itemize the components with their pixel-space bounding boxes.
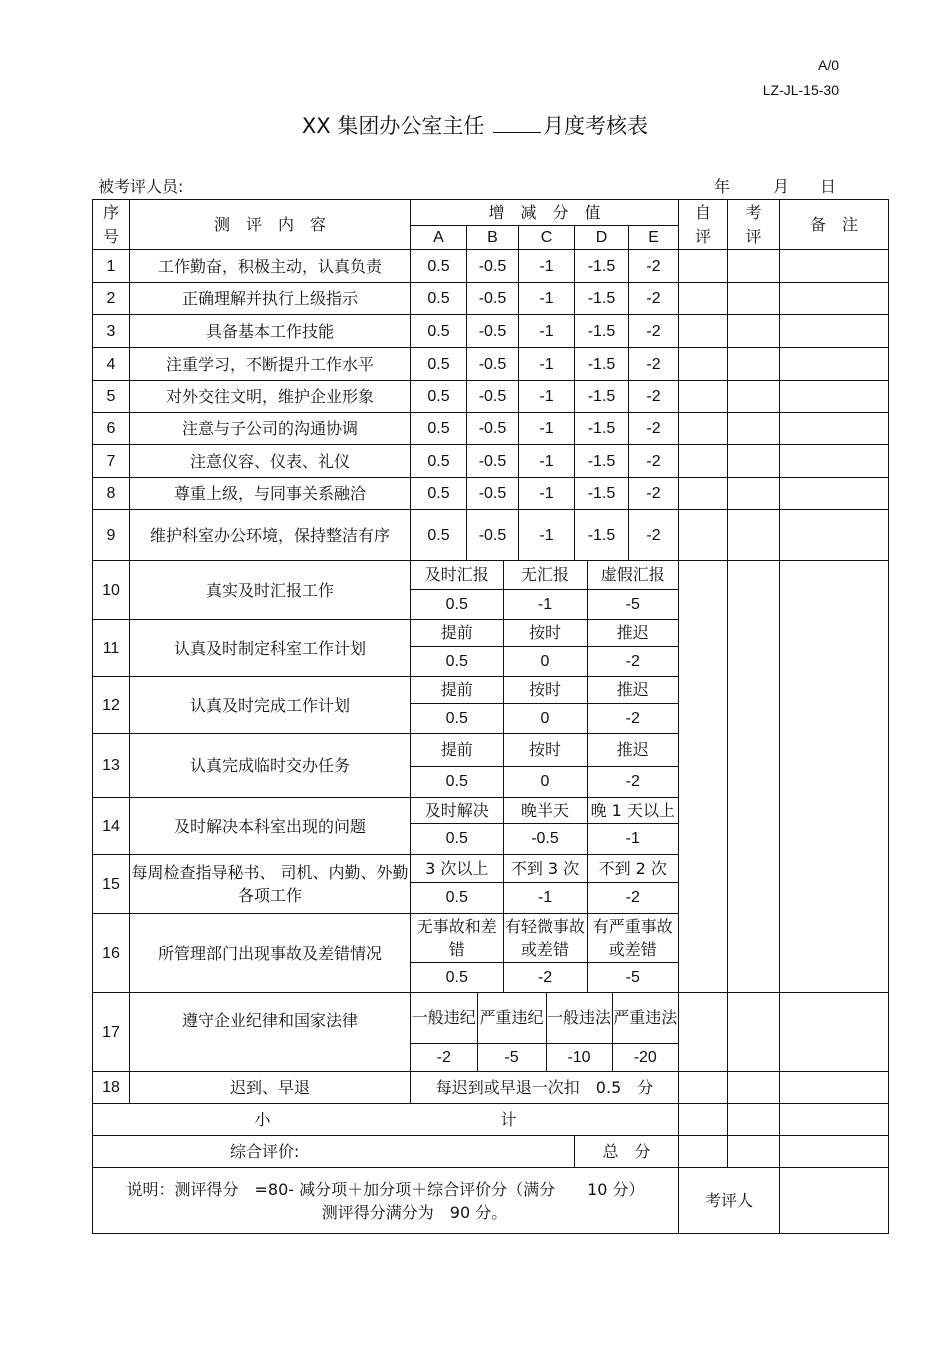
self-eval-cell[interactable] [679,250,728,283]
grade-a-header: A [411,226,467,250]
option-label: 虚假汇报 [587,561,678,589]
option-score: -5 [587,962,678,992]
deduction-rule: 每迟到或早退一次扣 0.5 分 [411,1072,679,1104]
option-score: -2 [587,703,678,733]
option-label: 按时 [503,620,587,646]
remark-header: 备 注 [780,200,889,250]
option-label: 一般违纪 [411,1008,476,1028]
evaluator-eval-cell[interactable] [728,855,780,914]
score-value: -1.5 [575,315,629,348]
row-number: 14 [93,798,130,855]
score-value: 0.5 [411,510,467,561]
table-row [93,348,889,381]
self-eval-cell[interactable] [679,478,728,510]
option-score: 0.5 [411,703,503,733]
option-score: 0.5 [411,589,503,619]
table-row [93,734,889,798]
row-number: 1 [93,250,130,283]
self-eval-cell[interactable] [679,993,728,1072]
remark-cell[interactable] [780,1072,889,1104]
self-eval-cell[interactable] [679,381,728,413]
self-eval-cell[interactable] [679,348,728,381]
evaluator-eval-cell[interactable] [728,1104,780,1136]
option-score: -2 [503,962,587,992]
table-row [93,561,889,620]
score-value: -0.5 [467,381,519,413]
remark-cell[interactable] [780,315,889,348]
option-grid [411,620,678,676]
content-header: 测 评 内 容 [130,200,411,250]
option-score: 0 [503,703,587,733]
remark-cell[interactable] [780,561,889,620]
self-eval-header: 自 评 [679,200,728,250]
remark-cell[interactable] [780,381,889,413]
evaluator-eval-cell[interactable] [728,993,780,1072]
option-grid [411,798,678,854]
option-label: 按时 [503,677,587,703]
table-row [93,478,889,510]
evaluator-eval-header: 考 评 [728,200,780,250]
option-label: 推迟 [587,620,678,646]
self-eval-cell[interactable] [679,413,728,445]
remark-cell[interactable] [780,250,889,283]
remark-cell[interactable] [780,914,889,993]
option-score: -1 [587,823,678,854]
note-text [93,1168,679,1234]
table-row [93,510,889,561]
score-value: -1.5 [575,445,629,478]
score-value: -2 [629,445,679,478]
self-eval-cell[interactable] [679,561,728,620]
evaluator-eval-cell[interactable] [728,677,780,734]
evaluator-eval-cell[interactable] [728,381,780,413]
option-score: -5 [477,1043,546,1071]
score-value: -2 [629,381,679,413]
score-value: -0.5 [467,250,519,283]
row-number: 13 [93,734,130,798]
day-label: 日 [820,177,837,196]
option-cell [411,798,679,855]
row-number: 11 [93,620,130,677]
header-row-1 [93,200,889,226]
overall-eval-label: 综合评价: [93,1136,411,1168]
page-title [0,110,950,140]
year-label: 年 [714,177,731,196]
criterion-text: 尊重上级，与同事关系融洽 [130,478,411,510]
option-cell [411,914,679,993]
table-row [93,855,889,914]
note-line-2: 测评得分满分为 90 分。 [321,1202,508,1222]
score-value: -1 [519,510,575,561]
option-label: 无汇报 [503,561,587,589]
row-number: 17 [93,993,130,1072]
option-score: -20 [612,1043,678,1071]
evaluator-eval-cell[interactable] [728,1072,780,1104]
score-value: -1 [519,348,575,381]
remark-cell[interactable] [780,283,889,315]
remark-cell[interactable] [780,734,889,798]
option-score: 0.5 [411,823,503,854]
score-value: -1 [519,250,575,283]
row-number: 4 [93,348,130,381]
score-value: 0.5 [411,250,467,283]
score-value: -1.5 [575,283,629,315]
option-grid [411,855,678,913]
month-label: 月 [773,177,790,196]
criterion-text: 注重学习，不断提升工作水平 [130,348,411,381]
score-value: 0.5 [411,381,467,413]
remark-cell[interactable] [780,478,889,510]
option-grid [411,561,678,619]
score-value: -1.5 [575,381,629,413]
row-number: 16 [93,914,130,993]
score-value: 0.5 [411,445,467,478]
option-score: -2 [587,882,678,913]
score-value: 0.5 [411,348,467,381]
evaluator-eval-cell[interactable] [728,914,780,993]
evaluator-eval-cell[interactable] [728,315,780,348]
option-label: 严重违法 [612,993,678,1043]
evaluated-person-label: 被考评人员: [98,177,184,196]
remark-cell[interactable] [780,413,889,445]
title-right: 月度考核表 [543,114,649,138]
criterion-text: 对外交往文明，维护企业形象 [130,381,411,413]
self-eval-cell[interactable] [679,1072,728,1104]
option-label: 无事故和差错 [416,916,497,959]
remark-cell[interactable] [780,677,889,734]
self-eval-cell[interactable] [679,283,728,315]
score-value: -2 [629,413,679,445]
table-row [93,677,889,734]
evaluator-eval-cell[interactable] [728,620,780,677]
criterion-text: 每周检查指导秘书、 司机、内勤、外勤各项工作 [130,855,411,914]
criterion-text: 认真及时完成工作计划 [130,677,411,734]
grade-d-header: D [575,226,629,250]
title-blank [493,114,541,133]
grade-c-header: C [519,226,575,250]
remark-cell[interactable] [780,1104,889,1136]
option-label: 及时汇报 [424,565,489,585]
criterion-text: 认真及时制定科室工作计划 [130,620,411,677]
evaluator-eval-cell[interactable] [728,250,780,283]
option-label: 不到 3 次 [503,855,587,882]
score-range-header: 增 减 分 值 [411,200,679,226]
score-value: -0.5 [467,413,519,445]
criterion-text: 认真完成临时交办任务 [130,734,411,798]
remark-cell[interactable] [780,348,889,381]
option-score: -1 [503,882,587,913]
remark-cell[interactable] [780,620,889,677]
score-value: 0.5 [411,283,467,315]
option-label: 提前 [440,680,473,700]
option-score: 0.5 [411,766,503,797]
row-number: 6 [93,413,130,445]
remark-cell[interactable] [780,855,889,914]
option-label: 按时 [503,734,587,766]
option-score: 0 [503,766,587,797]
table-row [93,914,889,993]
overall-eval-input[interactable] [411,1136,575,1168]
option-label: 有轻微事故或差错 [503,914,587,962]
criterion-text: 及时解决本科室出现的问题 [130,798,411,855]
score-value: 0.5 [411,315,467,348]
table-row [93,381,889,413]
self-eval-cell[interactable] [679,445,728,478]
option-label: 推迟 [587,677,678,703]
criterion-text: 工作勤奋，积极主动，认真负责 [130,250,411,283]
criterion-text: 具备基本工作技能 [130,315,411,348]
row-number: 7 [93,445,130,478]
criterion-text: 迟到、早退 [130,1072,411,1104]
criterion-text: 维护科室办公环境，保持整洁有序 [130,510,411,561]
option-score: -1 [503,589,587,619]
self-eval-cell[interactable] [679,315,728,348]
option-label: 严重违纪 [477,993,546,1043]
row-number: 18 [93,1072,130,1104]
score-value: -1.5 [575,510,629,561]
self-eval-cell[interactable] [679,1136,728,1168]
table-row [93,798,889,855]
note-line-1: 说明：测评得分 =80- 减分项＋加分项＋综合评价分（满分 10 分） [126,1179,645,1199]
evaluator-eval-cell[interactable] [728,510,780,561]
assessment-table [92,199,889,1234]
score-value: -1.5 [575,250,629,283]
criterion-text: 注意与子公司的沟通协调 [130,413,411,445]
score-value: -2 [629,348,679,381]
option-grid [411,677,678,733]
option-label: 提前 [440,740,473,760]
option-label: 推迟 [587,734,678,766]
score-value: 0.5 [411,478,467,510]
score-value: -2 [629,478,679,510]
table-row [93,445,889,478]
evaluator-eval-cell[interactable] [728,445,780,478]
row-number: 3 [93,315,130,348]
evaluator-eval-cell[interactable] [728,348,780,381]
option-cell [411,993,679,1072]
evaluator-eval-cell[interactable] [728,734,780,798]
score-value: 0.5 [411,413,467,445]
self-eval-cell[interactable] [679,1104,728,1136]
self-eval-cell[interactable] [679,620,728,677]
option-score: 0 [503,646,587,676]
score-value: -1.5 [575,478,629,510]
option-cell [411,734,679,798]
row-number: 5 [93,381,130,413]
score-value: -2 [629,283,679,315]
option-label: 一般违法 [546,993,612,1043]
option-grid [411,734,678,797]
self-eval-cell[interactable] [679,855,728,914]
score-value: -0.5 [467,510,519,561]
option-cell [411,561,679,620]
score-value: -1 [519,283,575,315]
table-row [93,250,889,283]
option-label: 晚 1 天以上 [587,798,678,823]
score-value: -1 [519,445,575,478]
criterion-text: 真实及时汇报工作 [130,561,411,620]
table-row [93,620,889,677]
table-row [93,283,889,315]
score-value: -0.5 [467,348,519,381]
grade-e-header: E [629,226,679,250]
score-value: -2 [629,510,679,561]
evaluator-eval-cell[interactable] [728,798,780,855]
criterion-text: 注意仪容、仪表、礼仪 [130,445,411,478]
self-eval-cell[interactable] [679,734,728,798]
table-row [93,315,889,348]
option-score: -2 [587,646,678,676]
option-grid [411,914,678,992]
score-value: -1.5 [575,413,629,445]
option-score: -5 [587,589,678,619]
total-score-label: 总 分 [575,1136,679,1168]
option-score: -10 [546,1043,612,1071]
score-value: -1.5 [575,348,629,381]
subtotal-row [93,1104,889,1136]
remark-cell[interactable] [780,798,889,855]
evaluator-eval-cell[interactable] [728,478,780,510]
form-code: LZ-JL-15-30 [762,82,839,98]
row-number: 2 [93,283,130,315]
criterion-text: 正确理解并执行上级指示 [130,283,411,315]
score-value: -0.5 [467,283,519,315]
self-eval-cell[interactable] [679,510,728,561]
evaluator-eval-cell[interactable] [728,561,780,620]
option-score: -0.5 [503,823,587,854]
option-score: 0.5 [411,962,503,992]
score-value: -0.5 [467,478,519,510]
option-score: 0.5 [411,882,503,913]
score-value: -1 [519,381,575,413]
table-row [93,1072,889,1104]
row-number: 12 [93,677,130,734]
self-eval-cell[interactable] [679,677,728,734]
score-value: -2 [629,315,679,348]
criterion-text: 遵守企业纪律和国家法律 [130,993,411,1072]
score-value: -1 [519,315,575,348]
self-eval-cell[interactable] [679,798,728,855]
score-value: -1 [519,478,575,510]
remark-cell[interactable] [780,993,889,1072]
note-row [93,1168,889,1234]
criterion-text: 所管理部门出现事故及差错情况 [130,914,411,993]
option-cell [411,620,679,677]
title-left: XX 集团办公室主任 [301,114,485,138]
score-value: -0.5 [467,445,519,478]
self-eval-cell[interactable] [679,914,728,993]
table-row [93,993,889,1072]
seq-header: 序 号 [93,200,130,250]
option-label: 及时解决 [424,800,489,820]
option-label: 晚半天 [503,798,587,823]
overall-row [93,1136,889,1168]
row-number: 10 [93,561,130,620]
remark-cell[interactable] [780,1136,889,1168]
option-cell [411,855,679,914]
subtotal-label: 小 计 [93,1104,679,1136]
score-value: -1 [519,413,575,445]
evaluator-signature[interactable] [780,1168,889,1234]
option-label: 3 次以上 [425,858,489,878]
score-value: -0.5 [467,315,519,348]
option-cell [411,677,679,734]
remark-cell[interactable] [780,445,889,478]
row-number: 15 [93,855,130,914]
evaluator-eval-cell[interactable] [728,283,780,315]
score-value: -2 [629,250,679,283]
option-grid [411,993,678,1071]
evaluator-eval-cell[interactable] [728,1136,780,1168]
option-label: 不到 2 次 [587,855,678,882]
option-score: 0.5 [411,646,503,676]
remark-cell[interactable] [780,510,889,561]
evaluator-eval-cell[interactable] [728,413,780,445]
version-code: A/0 [817,57,839,73]
table-row [93,413,889,445]
grade-b-header: B [467,226,519,250]
option-score: -2 [587,766,678,797]
option-label: 有严重事故或差错 [587,914,678,962]
option-label: 提前 [440,623,473,643]
evaluator-label: 考评人 [679,1168,780,1234]
row-number: 8 [93,478,130,510]
option-score: -2 [411,1043,477,1071]
row-number: 9 [93,510,130,561]
